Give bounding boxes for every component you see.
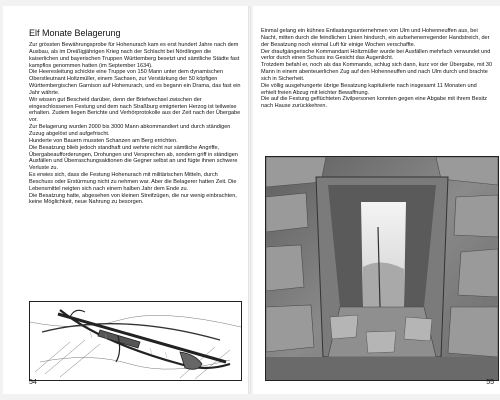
stone-window-photo-icon (266, 157, 498, 380)
right-paragraph: Trotzdem befahl er, noch als das Kommando, schlug sich dann, kurz vor der Übergabe, mit 30 Mann in einem abenteuerlichen Zug auf den Hohenneuffen und nach Ulm durch und brachte sich in Sicherheit. (261, 62, 493, 82)
crossbow-sketch-icon (30, 302, 241, 380)
left-paragraph: Die Besatzung blieb jedoch standhaft und wehrte nicht nur sämtliche Angriffe, Übergabeaufforderungen, Drohungen und Versprechen ab, sondern griff in ständigen Ausfällen und Überraschungsaktionen die Gegner selbst an und fügte ihnen schwere Verluste zu. (29, 144, 238, 172)
left-paragraph: Wir wissen gut Bescheid darüber, denn der Briefwechsel zwischen der eingeschlossenen Festung und dem nach Straßburg emigrierten Herzog ist teilweise erhalten. Zudem liegen Berichte und Verhörprotokolle aus der Zeit nach der Übergabe vor. (29, 96, 241, 124)
page-number: 55 (486, 379, 494, 386)
left-body-text (29, 42, 241, 206)
right-paragraph: Der draufgängerische Kommandant Holtzmüller wurde bei Ausfällen mehrfach verwundet und verlor durch einen Schuss ins Gesicht das Augenlicht. (261, 48, 491, 62)
stone-window-photo (265, 156, 499, 381)
left-paragraph: Zur grössten Bewährungsprobe für Hohenurach kam es erst hundert Jahre nach dem Ausbau, als im Dreißigjährigen Krieg nach der Schlacht bei Nördlingen die kaiserlichen und bayerischen Truppen Württemberg besetzt und sämtliche Städte fast kampflos genommen hatten (im September 1634). (29, 42, 240, 69)
right-body-text (261, 28, 493, 110)
right-page (253, 6, 500, 394)
book-gutter (248, 6, 251, 394)
page-title: Elf Monate Belagerung (29, 28, 121, 38)
right-paragraph: Die völlig ausgehungerte übrige Besatzung kapitulierte nach insgesamt 11 Monaten und erhielt freien Abzug mit leichter Bewaffnung. (261, 82, 477, 96)
crossbow-illustration (29, 301, 242, 381)
left-paragraph: Es erwies sich, dass die Festung Hohenurach mit militärischen Mitteln, durch Beschuss oder Erstürmung nicht zu nehmen war. Aber die Belagerer hatten Zeit. Die Lebensmittel neigten sich nach einem halben Jahr dem Ende zu. (29, 172, 237, 192)
left-paragraph: Die Heeresleitung schickte eine Truppe von 150 Mann unter dem dynamischen Oberstleutnant Holtzmüller, einem Sachsen, zur Verstärkung der 50 köpfigen Württembergischen Garnison auf Hohenurach, und es begann ein Drama, das fast ein Jahr währte. (29, 69, 241, 96)
left-paragraph: Die Besatzung hatte, abgesehen von kleinen Streifzügen, die nur wenig einbrachten, keine Möglichkeit, neue Nahrung zu besorgen. (29, 192, 237, 206)
left-paragraph: Hunderte von Bauern mussten Schanzen am Berg errichten. (29, 137, 178, 144)
page-number: 54 (29, 379, 37, 386)
left-paragraph: Zur Belagerung wurden 2000 bis 3000 Mann abkommandiert und durch ständigen Zuzug abgelöst und aufgefrischt. (29, 124, 231, 137)
right-paragraph: Die auf die Festung geflüchteten Zivilpersonen konnten gegen eine Abgabe mit ihrem Besitz nach Hause zurückkehren. (261, 96, 488, 110)
left-page (3, 6, 250, 394)
right-paragraph: Einmal gelang ein kühnes Entlastungsunternehmen von Ulm und Hohenneuffen aus, bei Nacht, mitten durch die feindlichen Linien hindurch, ein aufsehenerregender Handstreich, der der Besatzung noch einmal Luft für einige Wochen verschaffte. (261, 28, 490, 48)
